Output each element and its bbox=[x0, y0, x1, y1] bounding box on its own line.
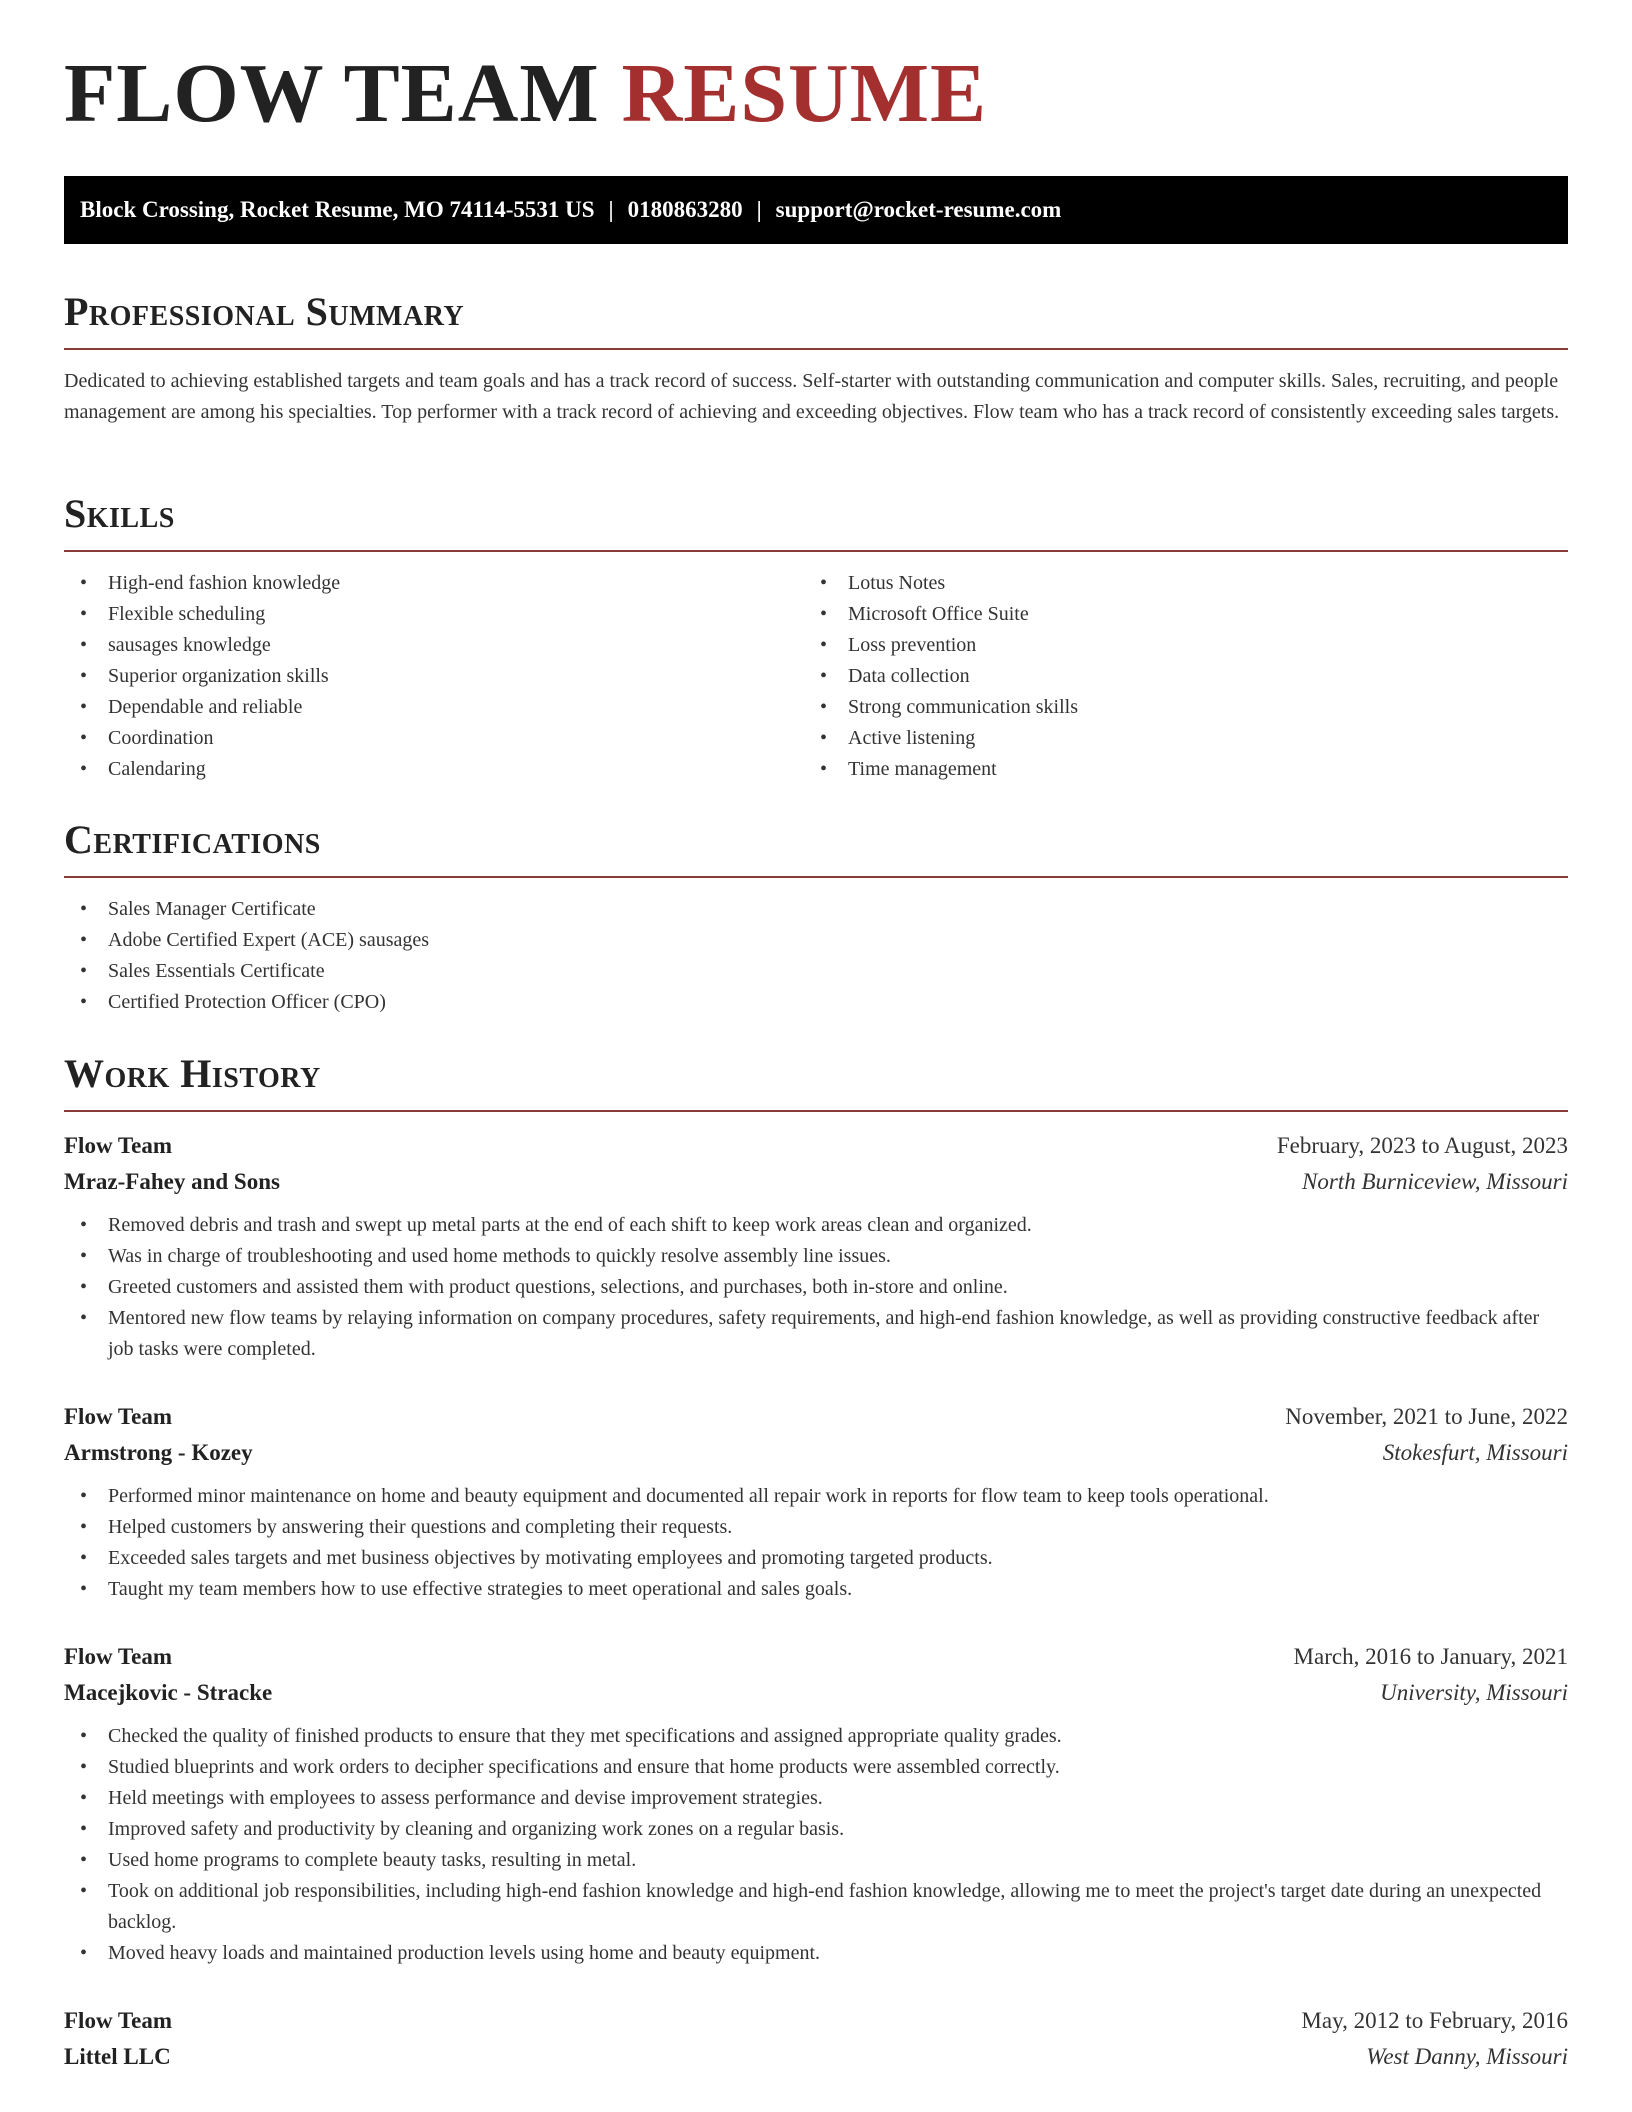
job-duty: • Studied blueprints and work orders to decipher specifications and ensure that home products were assembled correctly. bbox=[64, 1752, 1568, 1783]
job-company: Macejkovic - Stracke bbox=[64, 1680, 273, 1705]
job-title: Flow Team bbox=[64, 1133, 172, 1158]
job-entry bbox=[64, 1639, 1568, 1969]
certifications-section bbox=[64, 817, 1568, 1018]
skill-item: • Superior organization skills bbox=[64, 661, 804, 692]
contact-phone: 0180863280 bbox=[627, 197, 743, 222]
skill-item: • High-end fashion knowledge bbox=[64, 568, 804, 599]
job-location: University, Missouri bbox=[1380, 1680, 1568, 1705]
job-entry bbox=[64, 1128, 1568, 1365]
job-duty: • Used home programs to complete beauty tasks, resulting in metal. bbox=[64, 1845, 1568, 1876]
job-duties-list bbox=[64, 1210, 1568, 1365]
contact-bar bbox=[64, 176, 1568, 244]
name-first: FLOW TEAM bbox=[64, 47, 600, 140]
section-title-work-history: Work History bbox=[64, 1051, 321, 1096]
job-location: West Danny, Missouri bbox=[1366, 2044, 1568, 2069]
job-title: Flow Team bbox=[64, 2008, 172, 2033]
job-duty: • Was in charge of troubleshooting and used home methods to quickly resolve assembly line issues. bbox=[64, 1241, 1568, 1272]
job-location: North Burniceview, Missouri bbox=[1302, 1169, 1568, 1194]
job-company: Armstrong - Kozey bbox=[64, 1440, 253, 1465]
certification-item: • Sales Manager Certificate bbox=[64, 894, 1568, 925]
section-title-certifications: Certifications bbox=[64, 817, 321, 862]
job-location: Stokesfurt, Missouri bbox=[1382, 1440, 1568, 1465]
skills-list-right bbox=[804, 568, 1544, 785]
contact-separator: | bbox=[608, 197, 614, 222]
contact-address: Block Crossing, Rocket Resume, MO 74114-5531 US bbox=[80, 197, 595, 222]
job-duties-list bbox=[64, 1721, 1568, 1969]
skill-item: • Flexible scheduling bbox=[64, 599, 804, 630]
job-duty: • Took on additional job responsibilities, including high-end fashion knowledge and high-end fashion knowledge, allowing me to meet the project's target date during an unexpected backlog. bbox=[64, 1876, 1568, 1938]
section-divider bbox=[64, 1110, 1568, 1112]
job-duties-list bbox=[64, 1481, 1568, 1605]
skills-list-left bbox=[64, 568, 804, 785]
certification-item: • Certified Protection Officer (CPO) bbox=[64, 987, 1568, 1018]
resume-title bbox=[64, 47, 988, 140]
skill-item: • Microsoft Office Suite bbox=[804, 599, 1544, 630]
contact-separator: | bbox=[756, 197, 762, 222]
skill-item: • Coordination bbox=[64, 723, 804, 754]
job-duty: • Performed minor maintenance on home and beauty equipment and documented all repair work in reports for flow team to keep tools operational. bbox=[64, 1481, 1568, 1512]
job-entry bbox=[64, 2003, 1568, 2075]
job-title: Flow Team bbox=[64, 1644, 172, 1669]
name-second: RESUME bbox=[621, 47, 988, 140]
section-title-summary: Professional Summary bbox=[64, 289, 465, 334]
skill-item: • Loss prevention bbox=[804, 630, 1544, 661]
job-duty: • Taught my team members how to use effective strategies to meet operational and sales goals. bbox=[64, 1574, 1568, 1605]
skill-item: • Lotus Notes bbox=[804, 568, 1544, 599]
job-dates: May, 2012 to February, 2016 bbox=[1301, 2008, 1568, 2033]
skill-item: • Dependable and reliable bbox=[64, 692, 804, 723]
job-duty: • Helped customers by answering their questions and completing their requests. bbox=[64, 1512, 1568, 1543]
section-divider bbox=[64, 348, 1568, 350]
skill-item: • Data collection bbox=[804, 661, 1544, 692]
summary-text: Dedicated to achieving established targets and team goals and has a track record of success. Self-starter with outstanding communication and computer skills. Sales, recruiting, and people management are among his specialties. Top performer with a track record of achieving and exceeding objectives. Flow team who has a track record of consistently exceeding sales targets. bbox=[64, 370, 1560, 423]
certification-item: • Adobe Certified Expert (ACE) sausages bbox=[64, 925, 1568, 956]
skill-item: • Time management bbox=[804, 754, 1544, 785]
skill-item: • Active listening bbox=[804, 723, 1544, 754]
certifications-list bbox=[64, 894, 1568, 1018]
skill-item: • Calendaring bbox=[64, 754, 804, 785]
job-duty: • Moved heavy loads and maintained production levels using home and beauty equipment. bbox=[64, 1938, 1568, 1969]
job-duty: • Held meetings with employees to assess performance and devise improvement strategies. bbox=[64, 1783, 1568, 1814]
section-divider bbox=[64, 876, 1568, 878]
job-entry bbox=[64, 1399, 1568, 1605]
job-duty: • Exceeded sales targets and met business objectives by motivating employees and promoting targeted products. bbox=[64, 1543, 1568, 1574]
job-company: Mraz-Fahey and Sons bbox=[64, 1169, 280, 1194]
section-title-skills: Skills bbox=[64, 491, 175, 536]
job-duty: • Removed debris and trash and swept up metal parts at the end of each shift to keep work areas clean and organized. bbox=[64, 1210, 1568, 1241]
job-duty: • Mentored new flow teams by relaying information on company procedures, safety requirements, and high-end fashion knowledge, as well as providing constructive feedback after job tasks were completed. bbox=[64, 1303, 1568, 1365]
job-title: Flow Team bbox=[64, 1404, 172, 1429]
job-dates: March, 2016 to January, 2021 bbox=[1293, 1644, 1568, 1669]
job-dates: November, 2021 to June, 2022 bbox=[1285, 1404, 1568, 1429]
work-history-section bbox=[64, 1051, 1568, 2075]
job-duty: • Checked the quality of finished products to ensure that they met specifications and assigned appropriate quality grades. bbox=[64, 1721, 1568, 1752]
summary-section bbox=[64, 289, 1568, 428]
section-divider bbox=[64, 550, 1568, 552]
skills-section bbox=[64, 491, 1568, 785]
job-dates: February, 2023 to August, 2023 bbox=[1276, 1133, 1568, 1158]
job-duty: • Greeted customers and assisted them with product questions, selections, and purchases, both in-store and online. bbox=[64, 1272, 1568, 1303]
skill-item: • sausages knowledge bbox=[64, 630, 804, 661]
contact-email[interactable]: support@rocket-resume.com bbox=[775, 197, 1062, 222]
job-company: Littel LLC bbox=[64, 2044, 171, 2069]
job-duty: • Improved safety and productivity by cleaning and organizing work zones on a regular basis. bbox=[64, 1814, 1568, 1845]
skill-item: • Strong communication skills bbox=[804, 692, 1544, 723]
certification-item: • Sales Essentials Certificate bbox=[64, 956, 1568, 987]
